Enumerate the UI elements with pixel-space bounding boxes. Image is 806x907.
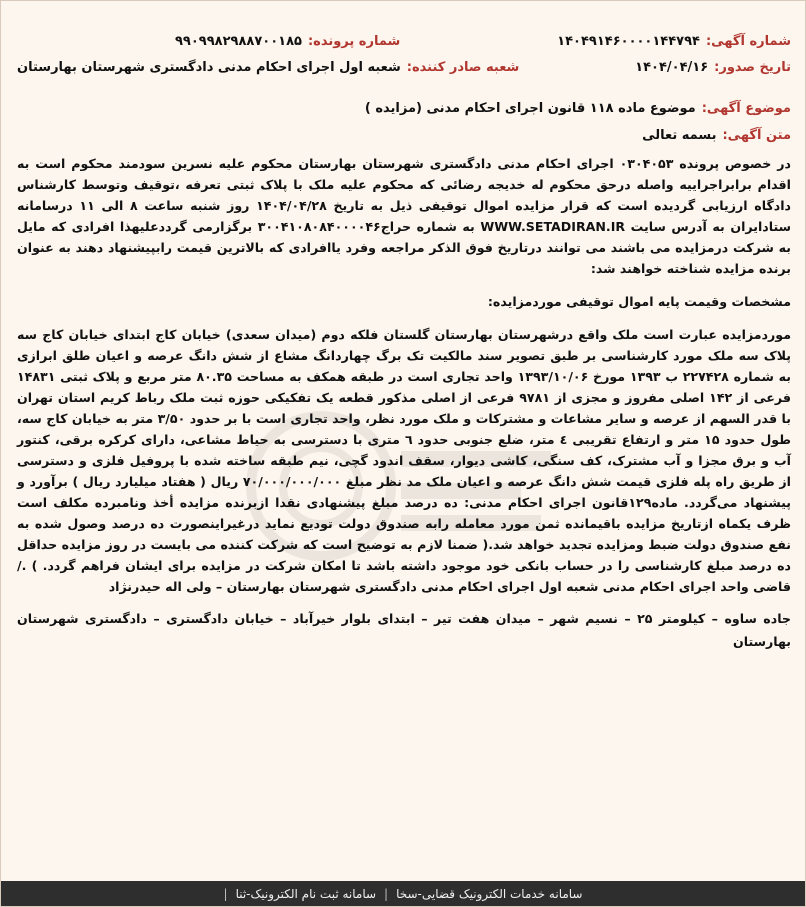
body-label: متن آگهی: bbox=[722, 128, 791, 143]
footer-separator-trailing: | bbox=[223, 886, 228, 901]
body-opening: بسمه تعالی bbox=[642, 128, 717, 143]
issue-date bbox=[635, 57, 791, 79]
court-address: جاده ساوه – کیلومتر ۲۵ – نسیم شهر – میدان هفت تیر – ابتدای بلوار خیرآباد – خیابان دادگستری – دادگستری شهرستان بهارستان bbox=[17, 611, 791, 649]
meta-row-numbers bbox=[17, 31, 791, 53]
case-number-value: ۹۹۰۹۹۸۲۹۸۸۷۰۰۱۸۵ bbox=[175, 34, 302, 49]
issue-date-value: ۱۴۰۴/۰۴/۱۶ bbox=[635, 60, 709, 75]
case-number bbox=[175, 31, 400, 53]
section-title: مشخصات وقیمت پایه اموال توقیفی موردمزایده: bbox=[487, 294, 791, 309]
subject-label: موضوع آگهی: bbox=[701, 101, 791, 116]
issuer bbox=[17, 57, 519, 79]
issuer-value: شعبه اول اجرای احکام مدنی دادگستری شهرستان بهارستان bbox=[17, 60, 401, 75]
footer-link-sana[interactable]: سامانه ثبت نام الکترونیک-ثنا bbox=[235, 886, 377, 901]
footer-separator: | bbox=[384, 886, 389, 901]
body-heading bbox=[17, 128, 791, 143]
footer-bar bbox=[1, 881, 805, 906]
notice-number-value: ۱۴۰۴۹۱۴۶۰۰۰۰۱۴۴۷۹۴ bbox=[557, 34, 700, 49]
footer-link-sakha[interactable]: سامانه خدمات الکترونیک قضایی-سخا bbox=[396, 886, 583, 901]
notice-content bbox=[1, 1, 805, 883]
paragraph-property-details: موردمزایده عبارت است ملک واقع درشهرستان بهارستان گلستان فلکه دوم (میدان سعدی) خیابان کاج ابتدای خیابان کاج سه پلاک سه ملک مورد کارشناسی بر طبق تصویر سند مالکیت تک برگ چهاردانگ مشاع از شش دانگ عرصه و اعیان طلق ابرازی به شماره ۲۲۷۴۲۸ ب ۱۳۹۳ مورخ ۱۳۹۳/۱۰/۰۶ واحد تجاری است در طبقه همکف به مساحت ۸۰.۳۵ متر مربع و پلاک ثبتی ۱۴۸۳۱ فرعی از ۱۴۲ اصلی مفروز و مجزی از ۹۷۸۱ فرعی از اصلی مذکور قطعه یک تفکیکی حوزه ثبت ملک رباط کریم استان تهران با قدر السهم از عرصه و سایر مشاعات و مشترکات و ملک مورد نظر، واحد تجاری است با بر حدود ۳/۵۰ متر به خیابان کاج سه، طول حدود ۱۵ متر و ارتفاع تقریبی ٤ متر، ضلع جنوبی حدود ٦ متری با دسترسی به حیاط مشاعی، دارای کرکره برقی، کنتور آب و برق مجزا و آب مشترک، کف سنگی، کاشی دیوار، سقف اندود گچی، نیم طبقه ساخته شده با پروفیل فلزی و دسترسی از طریق راه پله فلزی قیمت شش دانگ عرصه و اعیان ملک مد نظر مبلغ ۷۰/۰۰۰/۰۰۰/۰۰۰ ریال ( هفتاد میلیارد ریال ) برآورد و پیشنهاد می‌گردد. ماده۱۲۹قانون اجرای احکام مدنی: ده درصد مبلغ پیشنهادی نقدا ازبرنده مزایده أخذ ونامبرده مکلف است ظرف یکماه ازتاریخ مزایده باقیمانده ثمن مورد معامله رابه صندوق دولت تودیع نماید درغیراینصورت ده درصد وصول شده به نفع صندوق دولت ضبط ومزایده تجدید خواهد شد.( ضمنا لازم به توضیح است که شرکت کننده می بایست در روز مزایده حداقل ده درصد مبلغ کارشناسی را در حساب بانکی خود موجود داشته باشد تا امکان شرکت در مزایده برای ایشان فراهم گردد. ) ./ قاضی واحد اجرای احکام مدنی شعبه اول اجرای احکام مدنی دادگستری شهرستان بهارستان – ولی اله حیدرنژاد bbox=[17, 327, 792, 594]
subject-text: موضوع ماده ۱۱۸ قانون اجرای احکام مدنی (مزایده ) bbox=[364, 101, 696, 116]
issuer-label: شعبه صادر کننده: bbox=[406, 60, 520, 75]
notice-number bbox=[557, 31, 791, 53]
notice-number-label: شماره آگهی: bbox=[705, 34, 791, 49]
meta-row-issue bbox=[17, 57, 791, 79]
issue-date-label: تاریخ صدور: bbox=[714, 60, 791, 75]
case-number-label: شماره پرونده: bbox=[307, 34, 401, 49]
paragraph-auction-notice: در خصوص پرونده ۰۳۰۴۰۵۳ اجرای احکام مدنی دادگستری شهرستان بهارستان محکوم علیه نسرین سودمند محکوم است به اقدام برابراجراییه واصله درحق محکوم له خدیجه رضائی که محکوم علیه ملک با پلاک ثبتی تعرفه ،توقیف وتوسط کارشناس دادگاه ارزیابی گردیده است که قرار مزایده اموال توقیفی ذیل به تاریخ ۱۴۰۴/۰۴/۲۸ روز شنبه ساعت ۸ الی ۱۱ درسامانه ستادایران به آدرس سایت WWW.SETADIRAN.IR به شماره حراج۳۰۰۴۱۰۸۰۸۴۰۰۰۰۴۶ برگزارمی گرددعلیهذا افرادی که مایل به شرکت درمزایده می باشند می توانند درتاریخ فوق الذکر مراجعه وفرد یاافرادی که بالاترین قیمت رابپیشنهاد دهند به عنوان برنده مزایده شناخته خواهند شد: bbox=[17, 156, 792, 276]
subject bbox=[17, 101, 791, 116]
